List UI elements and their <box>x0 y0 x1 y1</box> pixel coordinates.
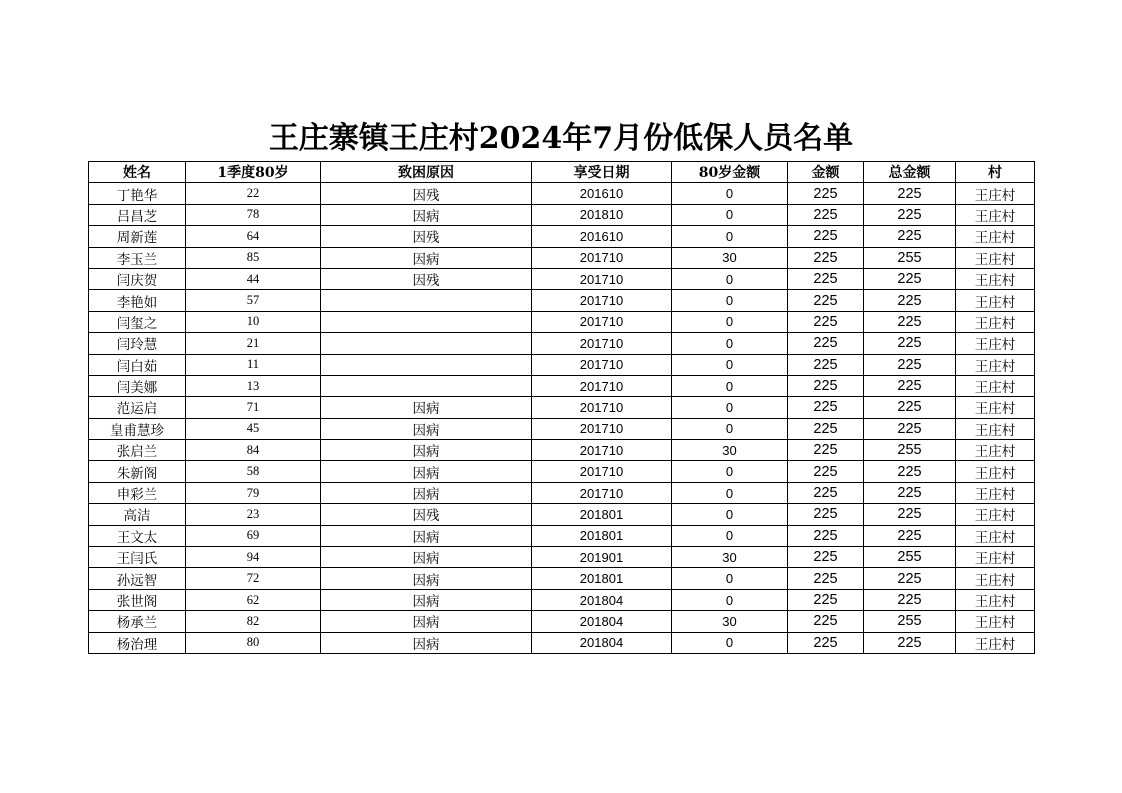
cell-q1-80: 84 <box>186 440 321 461</box>
table-row <box>89 418 1035 439</box>
cell-q1-80: 79 <box>186 482 321 503</box>
cell-q1-80: 85 <box>186 247 321 268</box>
table-row <box>89 440 1035 461</box>
cell-cause: 因残 <box>321 183 532 204</box>
cell-amount: 225 <box>788 525 864 546</box>
header-amount: 金额 <box>788 162 864 183</box>
cell-name: 周新莲 <box>89 226 186 247</box>
cell-amount: 225 <box>788 504 864 525</box>
cell-total: 225 <box>864 568 956 589</box>
cell-q1-80: 22 <box>186 183 321 204</box>
cell-village: 王庄村 <box>956 354 1035 375</box>
cell-village: 王庄村 <box>956 375 1035 396</box>
cell-80-amount: 30 <box>672 440 788 461</box>
cell-name: 吕昌芝 <box>89 204 186 225</box>
cell-amount: 225 <box>788 589 864 610</box>
cell-total: 255 <box>864 440 956 461</box>
cell-cause: 因病 <box>321 418 532 439</box>
cell-amount: 225 <box>788 440 864 461</box>
cell-cause: 因病 <box>321 482 532 503</box>
cell-name: 皇甫慧珍 <box>89 418 186 439</box>
cell-q1-80: 94 <box>186 547 321 568</box>
cell-amount: 225 <box>788 461 864 482</box>
cell-cause <box>321 290 532 311</box>
cell-name: 张启兰 <box>89 440 186 461</box>
cell-name: 闫白茹 <box>89 354 186 375</box>
cell-cause: 因病 <box>321 247 532 268</box>
cell-total: 225 <box>864 311 956 332</box>
cell-80-amount: 0 <box>672 290 788 311</box>
cell-village: 王庄村 <box>956 204 1035 225</box>
cell-village: 王庄村 <box>956 440 1035 461</box>
cell-start-date: 201710 <box>532 440 672 461</box>
table-header <box>89 162 1035 183</box>
table-row <box>89 247 1035 268</box>
cell-total: 225 <box>864 183 956 204</box>
cell-q1-80: 71 <box>186 397 321 418</box>
cell-village: 王庄村 <box>956 397 1035 418</box>
header-cause: 致困原因 <box>321 162 532 183</box>
cell-name: 闫美娜 <box>89 375 186 396</box>
cell-start-date: 201710 <box>532 268 672 289</box>
cell-cause: 因残 <box>321 504 532 525</box>
table-row <box>89 568 1035 589</box>
cell-80-amount: 0 <box>672 226 788 247</box>
table-row <box>89 354 1035 375</box>
cell-cause <box>321 375 532 396</box>
table-row <box>89 268 1035 289</box>
cell-name: 孙远智 <box>89 568 186 589</box>
cell-start-date: 201801 <box>532 568 672 589</box>
document-title: 王庄寨镇王庄村2024年7月份低保人员名单 <box>268 121 854 156</box>
cell-village: 王庄村 <box>956 311 1035 332</box>
cell-start-date: 201710 <box>532 333 672 354</box>
header-q1-80: 1季度80岁 <box>186 162 321 183</box>
cell-cause: 因病 <box>321 632 532 653</box>
table-row <box>89 482 1035 503</box>
cell-name: 王文太 <box>89 525 186 546</box>
cell-q1-80: 57 <box>186 290 321 311</box>
cell-cause <box>321 311 532 332</box>
cell-start-date: 201804 <box>532 589 672 610</box>
cell-amount: 225 <box>788 611 864 632</box>
table-row <box>89 333 1035 354</box>
cell-village: 王庄村 <box>956 226 1035 247</box>
cell-q1-80: 80 <box>186 632 321 653</box>
cell-start-date: 201710 <box>532 311 672 332</box>
cell-cause: 因病 <box>321 461 532 482</box>
cell-total: 225 <box>864 354 956 375</box>
header-80-amount: 80岁金额 <box>672 162 788 183</box>
cell-village: 王庄村 <box>956 183 1035 204</box>
cell-total: 225 <box>864 589 956 610</box>
cell-village: 王庄村 <box>956 268 1035 289</box>
cell-amount: 225 <box>788 547 864 568</box>
cell-name: 闫玲慧 <box>89 333 186 354</box>
cell-amount: 225 <box>788 632 864 653</box>
cell-total: 225 <box>864 418 956 439</box>
cell-total: 225 <box>864 375 956 396</box>
cell-q1-80: 11 <box>186 354 321 375</box>
cell-amount: 225 <box>788 183 864 204</box>
cell-80-amount: 0 <box>672 268 788 289</box>
cell-amount: 225 <box>788 333 864 354</box>
cell-cause: 因残 <box>321 268 532 289</box>
cell-amount: 225 <box>788 290 864 311</box>
cell-amount: 225 <box>788 418 864 439</box>
table-row <box>89 375 1035 396</box>
cell-total: 255 <box>864 611 956 632</box>
cell-amount: 225 <box>788 268 864 289</box>
cell-start-date: 201710 <box>532 375 672 396</box>
cell-village: 王庄村 <box>956 482 1035 503</box>
cell-start-date: 201710 <box>532 482 672 503</box>
cell-name: 李艳如 <box>89 290 186 311</box>
cell-total: 225 <box>864 461 956 482</box>
cell-start-date: 201804 <box>532 632 672 653</box>
cell-amount: 225 <box>788 311 864 332</box>
cell-q1-80: 82 <box>186 611 321 632</box>
header-start-date: 享受日期 <box>532 162 672 183</box>
cell-q1-80: 62 <box>186 589 321 610</box>
cell-village: 王庄村 <box>956 461 1035 482</box>
cell-80-amount: 0 <box>672 482 788 503</box>
cell-q1-80: 21 <box>186 333 321 354</box>
cell-80-amount: 0 <box>672 183 788 204</box>
cell-q1-80: 69 <box>186 525 321 546</box>
cell-start-date: 201710 <box>532 397 672 418</box>
cell-80-amount: 30 <box>672 611 788 632</box>
cell-start-date: 201710 <box>532 418 672 439</box>
table-row <box>89 183 1035 204</box>
cell-q1-80: 44 <box>186 268 321 289</box>
cell-start-date: 201710 <box>532 461 672 482</box>
table-row <box>89 547 1035 568</box>
cell-start-date: 201810 <box>532 204 672 225</box>
cell-village: 王庄村 <box>956 632 1035 653</box>
cell-name: 朱新阁 <box>89 461 186 482</box>
cell-total: 225 <box>864 268 956 289</box>
cell-q1-80: 45 <box>186 418 321 439</box>
cell-village: 王庄村 <box>956 525 1035 546</box>
cell-name: 丁艳华 <box>89 183 186 204</box>
cell-q1-80: 23 <box>186 504 321 525</box>
cell-amount: 225 <box>788 568 864 589</box>
table-row <box>89 311 1035 332</box>
cell-village: 王庄村 <box>956 504 1035 525</box>
cell-80-amount: 30 <box>672 547 788 568</box>
cell-start-date: 201801 <box>532 525 672 546</box>
cell-80-amount: 0 <box>672 333 788 354</box>
cell-village: 王庄村 <box>956 418 1035 439</box>
header-name: 姓名 <box>89 162 186 183</box>
cell-name: 高洁 <box>89 504 186 525</box>
table-row <box>89 589 1035 610</box>
header-village: 村 <box>956 162 1035 183</box>
cell-village: 王庄村 <box>956 589 1035 610</box>
cell-name: 闫庆贺 <box>89 268 186 289</box>
cell-80-amount: 0 <box>672 461 788 482</box>
table-body <box>89 183 1035 654</box>
table-row <box>89 611 1035 632</box>
cell-amount: 225 <box>788 354 864 375</box>
cell-total: 225 <box>864 333 956 354</box>
table-row <box>89 504 1035 525</box>
cell-cause: 因病 <box>321 568 532 589</box>
cell-amount: 225 <box>788 375 864 396</box>
cell-start-date: 201901 <box>532 547 672 568</box>
cell-total: 225 <box>864 204 956 225</box>
cell-start-date: 201710 <box>532 247 672 268</box>
cell-name: 范运启 <box>89 397 186 418</box>
cell-amount: 225 <box>788 397 864 418</box>
table-row <box>89 290 1035 311</box>
cell-cause <box>321 333 532 354</box>
cell-village: 王庄村 <box>956 290 1035 311</box>
cell-total: 225 <box>864 504 956 525</box>
cell-cause <box>321 354 532 375</box>
cell-q1-80: 78 <box>186 204 321 225</box>
cell-name: 王闫氏 <box>89 547 186 568</box>
table-row <box>89 525 1035 546</box>
cell-village: 王庄村 <box>956 547 1035 568</box>
cell-80-amount: 0 <box>672 504 788 525</box>
cell-total: 225 <box>864 525 956 546</box>
cell-total: 225 <box>864 632 956 653</box>
cell-village: 王庄村 <box>956 333 1035 354</box>
cell-80-amount: 0 <box>672 589 788 610</box>
cell-80-amount: 0 <box>672 354 788 375</box>
cell-cause: 因病 <box>321 525 532 546</box>
cell-total: 225 <box>864 397 956 418</box>
cell-cause: 因残 <box>321 226 532 247</box>
cell-amount: 225 <box>788 247 864 268</box>
cell-amount: 225 <box>788 226 864 247</box>
cell-name: 张世阁 <box>89 589 186 610</box>
cell-80-amount: 0 <box>672 204 788 225</box>
cell-80-amount: 0 <box>672 568 788 589</box>
cell-name: 申彩兰 <box>89 482 186 503</box>
cell-name: 闫玺之 <box>89 311 186 332</box>
cell-name: 李玉兰 <box>89 247 186 268</box>
cell-q1-80: 10 <box>186 311 321 332</box>
cell-start-date: 201710 <box>532 290 672 311</box>
table-row <box>89 226 1035 247</box>
cell-start-date: 201801 <box>532 504 672 525</box>
cell-total: 255 <box>864 547 956 568</box>
cell-q1-80: 72 <box>186 568 321 589</box>
cell-total: 225 <box>864 226 956 247</box>
cell-q1-80: 64 <box>186 226 321 247</box>
table-row <box>89 397 1035 418</box>
cell-cause: 因病 <box>321 589 532 610</box>
cell-80-amount: 30 <box>672 247 788 268</box>
cell-start-date: 201610 <box>532 226 672 247</box>
header-total: 总金额 <box>864 162 956 183</box>
cell-total: 225 <box>864 482 956 503</box>
cell-name: 杨治理 <box>89 632 186 653</box>
cell-total: 255 <box>864 247 956 268</box>
cell-80-amount: 0 <box>672 311 788 332</box>
cell-80-amount: 0 <box>672 525 788 546</box>
cell-80-amount: 0 <box>672 397 788 418</box>
cell-q1-80: 58 <box>186 461 321 482</box>
cell-start-date: 201804 <box>532 611 672 632</box>
table-row <box>89 204 1035 225</box>
cell-name: 杨承兰 <box>89 611 186 632</box>
table-row <box>89 461 1035 482</box>
cell-village: 王庄村 <box>956 611 1035 632</box>
cell-start-date: 201710 <box>532 354 672 375</box>
cell-village: 王庄村 <box>956 247 1035 268</box>
table-row <box>89 632 1035 653</box>
cell-q1-80: 13 <box>186 375 321 396</box>
subsistence-allowance-table <box>88 161 1035 654</box>
cell-total: 225 <box>864 290 956 311</box>
cell-cause: 因病 <box>321 397 532 418</box>
cell-cause: 因病 <box>321 440 532 461</box>
cell-amount: 225 <box>788 204 864 225</box>
cell-start-date: 201610 <box>532 183 672 204</box>
header-row <box>89 162 1035 183</box>
cell-village: 王庄村 <box>956 568 1035 589</box>
cell-80-amount: 0 <box>672 418 788 439</box>
cell-80-amount: 0 <box>672 632 788 653</box>
cell-cause: 因病 <box>321 204 532 225</box>
cell-cause: 因病 <box>321 547 532 568</box>
cell-80-amount: 0 <box>672 375 788 396</box>
cell-cause: 因病 <box>321 611 532 632</box>
cell-amount: 225 <box>788 482 864 503</box>
